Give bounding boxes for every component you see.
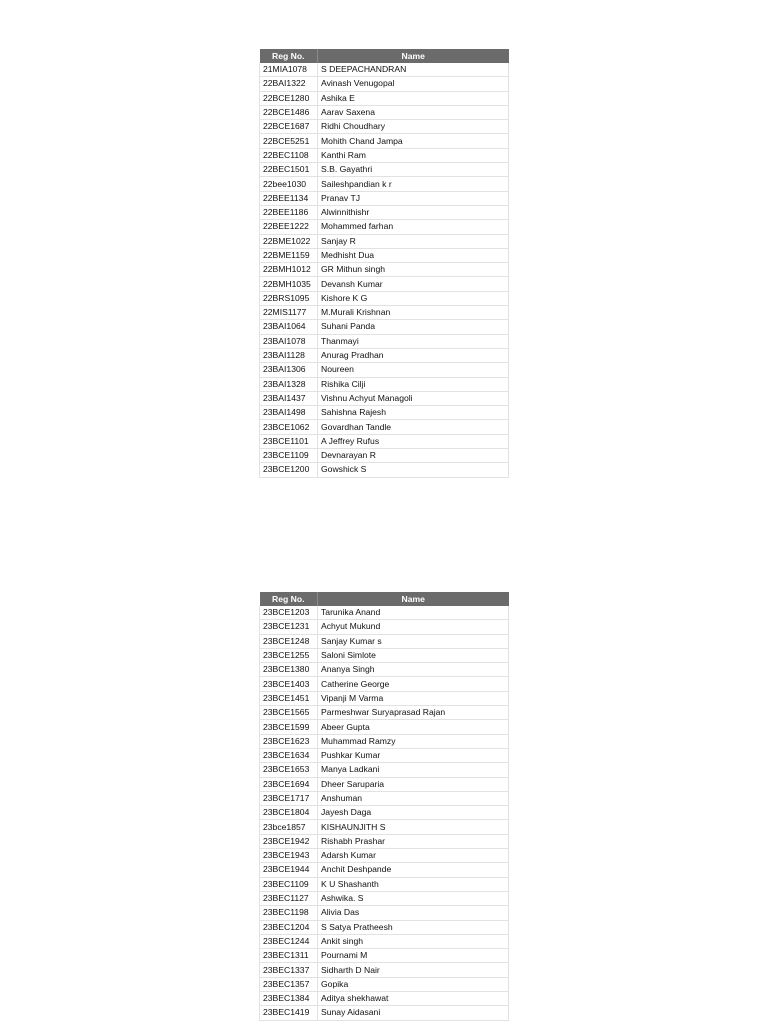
student-table-1 (259, 49, 509, 478)
name-header: Name (318, 592, 509, 606)
reg-no-cell: 22BCE1486 (260, 105, 318, 119)
name-cell: Devansh Kumar (318, 277, 509, 291)
name-cell: Kishore K G (318, 291, 509, 305)
name-header: Name (318, 49, 509, 63)
table-row (260, 677, 509, 691)
table-row (260, 220, 509, 234)
name-cell: Thanmayi (318, 334, 509, 348)
reg-no-cell: 23BAI1064 (260, 320, 318, 334)
name-cell: Medhisht Dua (318, 248, 509, 262)
reg-no-cell: 23BCE1717 (260, 791, 318, 805)
reg-no-cell: 22BCE1687 (260, 120, 318, 134)
name-cell: Sanjay R (318, 234, 509, 248)
reg-no-cell: 23BCE1231 (260, 620, 318, 634)
table-row (260, 863, 509, 877)
reg-no-cell: 23BCE1109 (260, 449, 318, 463)
name-cell: Rishabh Prashar (318, 834, 509, 848)
name-cell: Aditya shekhawat (318, 992, 509, 1006)
table-row (260, 820, 509, 834)
table-row (260, 663, 509, 677)
reg-no-cell: 23BEC1337 (260, 963, 318, 977)
reg-no-cell: 23bce1857 (260, 820, 318, 834)
table-row (260, 348, 509, 362)
reg-no-cell: 23BCE1804 (260, 806, 318, 820)
table-row (260, 463, 509, 477)
reg-no-cell: 22bee1030 (260, 177, 318, 191)
reg-no-cell: 23BCE1653 (260, 763, 318, 777)
table-row (260, 306, 509, 320)
table-row (260, 120, 509, 134)
name-cell: Sanjay Kumar s (318, 634, 509, 648)
name-cell: Dheer Saruparia (318, 777, 509, 791)
reg-no-cell: 22BME1022 (260, 234, 318, 248)
table-row (260, 248, 509, 262)
table-row (260, 234, 509, 248)
name-cell: S DEEPACHANDRAN (318, 63, 509, 77)
name-cell: M.Murali Krishnan (318, 306, 509, 320)
table-row (260, 63, 509, 77)
table-row (260, 963, 509, 977)
name-cell: Sidharth D Nair (318, 963, 509, 977)
table-row (260, 191, 509, 205)
table-row (260, 748, 509, 762)
name-cell: Gowshick S (318, 463, 509, 477)
reg-no-cell: 23BCE1101 (260, 434, 318, 448)
name-cell: Kanthi Ram (318, 148, 509, 162)
table-row (260, 449, 509, 463)
reg-no-cell: 22BMH1035 (260, 277, 318, 291)
table-row (260, 806, 509, 820)
name-cell: Ashika E (318, 91, 509, 105)
name-cell: Aarav Saxena (318, 105, 509, 119)
table-row (260, 791, 509, 805)
reg-no-cell: 23BAI1437 (260, 391, 318, 405)
table-row (260, 434, 509, 448)
reg-no-cell: 22BCE1280 (260, 91, 318, 105)
reg-no-cell: 23BCE1203 (260, 606, 318, 620)
name-cell: Rishika Cilji (318, 377, 509, 391)
name-cell: Parmeshwar Suryaprasad Rajan (318, 706, 509, 720)
table-row (260, 849, 509, 863)
table-row (260, 720, 509, 734)
table-row (260, 763, 509, 777)
name-cell: A Jeffrey Rufus (318, 434, 509, 448)
table-row (260, 977, 509, 991)
reg-no-cell: 23BCE1403 (260, 677, 318, 691)
name-cell: Saileshpandian k r (318, 177, 509, 191)
table-row (260, 834, 509, 848)
name-cell: Achyut Mukund (318, 620, 509, 634)
name-cell: Abeer Gupta (318, 720, 509, 734)
table-row (260, 406, 509, 420)
reg-no-cell: 23BEC1127 (260, 891, 318, 905)
reg-no-cell: 23BCE1942 (260, 834, 318, 848)
reg-no-cell: 23BEC1204 (260, 920, 318, 934)
name-cell: Ashwika. S (318, 891, 509, 905)
table-row (260, 949, 509, 963)
reg-no-cell: 23BCE1599 (260, 720, 318, 734)
reg-no-cell: 21MIA1078 (260, 63, 318, 77)
name-cell: Mohammed farhan (318, 220, 509, 234)
table-row (260, 877, 509, 891)
table-row (260, 363, 509, 377)
reg-no-cell: 23BEC1311 (260, 949, 318, 963)
reg-no-header: Reg No. (260, 49, 318, 63)
name-cell: Pournami M (318, 949, 509, 963)
reg-no-cell: 23BEC1244 (260, 934, 318, 948)
table-row (260, 391, 509, 405)
name-cell: Catherine George (318, 677, 509, 691)
reg-no-cell: 23BCE1565 (260, 706, 318, 720)
name-cell: Saloni Simlote (318, 648, 509, 662)
name-cell: KISHAUNJITH S (318, 820, 509, 834)
reg-no-cell: 23BAI1128 (260, 348, 318, 362)
reg-no-cell: 23BCE1694 (260, 777, 318, 791)
table-row (260, 163, 509, 177)
name-cell: Sunay Aidasani (318, 1006, 509, 1020)
reg-no-cell: 23BAI1078 (260, 334, 318, 348)
reg-no-cell: 22BEC1108 (260, 148, 318, 162)
table-row (260, 134, 509, 148)
name-cell: Sahishna Rajesh (318, 406, 509, 420)
table-row (260, 634, 509, 648)
table-row (260, 205, 509, 219)
reg-no-cell: 23BCE1380 (260, 663, 318, 677)
name-cell: Jayesh Daga (318, 806, 509, 820)
name-cell: Alwinnithishr (318, 205, 509, 219)
name-cell: Vipanji M Varma (318, 691, 509, 705)
reg-no-cell: 23BCE1255 (260, 648, 318, 662)
reg-no-cell: 22BEC1501 (260, 163, 318, 177)
name-cell: Pranav TJ (318, 191, 509, 205)
table-row (260, 620, 509, 634)
name-cell: Vishnu Achyut Managoli (318, 391, 509, 405)
reg-no-cell: 23BCE1062 (260, 420, 318, 434)
reg-no-cell: 22BEE1134 (260, 191, 318, 205)
table-row (260, 706, 509, 720)
table-row (260, 1006, 509, 1020)
name-cell: Devnarayan R (318, 449, 509, 463)
name-cell: Manya Ladkani (318, 763, 509, 777)
table-row (260, 606, 509, 620)
name-cell: Suhani Panda (318, 320, 509, 334)
name-cell: Pushkar Kumar (318, 748, 509, 762)
name-cell: Ridhi Choudhary (318, 120, 509, 134)
table-row (260, 148, 509, 162)
table-row (260, 320, 509, 334)
table-header-row (260, 592, 509, 606)
table-row (260, 934, 509, 948)
table-header-row (260, 49, 509, 63)
reg-no-cell: 23BEC1419 (260, 1006, 318, 1020)
table-row (260, 263, 509, 277)
reg-no-cell: 22BMH1012 (260, 263, 318, 277)
reg-no-cell: 23BAI1498 (260, 406, 318, 420)
reg-no-cell: 23BEC1357 (260, 977, 318, 991)
reg-no-cell: 22BAI1322 (260, 77, 318, 91)
reg-no-cell: 22BEE1186 (260, 205, 318, 219)
reg-no-cell: 22BME1159 (260, 248, 318, 262)
table-row (260, 906, 509, 920)
reg-no-cell: 23BCE1634 (260, 748, 318, 762)
table-row (260, 291, 509, 305)
reg-no-cell: 23BCE1943 (260, 849, 318, 863)
table-row (260, 734, 509, 748)
name-cell: Noureen (318, 363, 509, 377)
table-row (260, 334, 509, 348)
reg-no-cell: 23BEC1198 (260, 906, 318, 920)
reg-no-cell: 23BAI1306 (260, 363, 318, 377)
reg-no-cell: 23BCE1248 (260, 634, 318, 648)
reg-no-cell: 22BRS1095 (260, 291, 318, 305)
table-row (260, 77, 509, 91)
name-cell: GR Mithun singh (318, 263, 509, 277)
table-row (260, 177, 509, 191)
name-cell: Anchit Deshpande (318, 863, 509, 877)
table-row (260, 992, 509, 1006)
reg-no-cell: 23BCE1944 (260, 863, 318, 877)
table-row (260, 777, 509, 791)
reg-no-cell: 23BEC1109 (260, 877, 318, 891)
reg-no-cell: 23BCE1451 (260, 691, 318, 705)
table-row (260, 377, 509, 391)
reg-no-cell: 23BEC1384 (260, 992, 318, 1006)
table-row (260, 105, 509, 119)
table-row (260, 277, 509, 291)
table-row (260, 420, 509, 434)
name-cell: Govardhan Tandle (318, 420, 509, 434)
name-cell: S.B. Gayathri (318, 163, 509, 177)
student-table-2 (259, 592, 509, 1021)
reg-no-cell: 22BCE5251 (260, 134, 318, 148)
reg-no-cell: 23BAI1328 (260, 377, 318, 391)
table-row (260, 920, 509, 934)
name-cell: S Satya Pratheesh (318, 920, 509, 934)
table-row (260, 91, 509, 105)
name-cell: Ananya Singh (318, 663, 509, 677)
reg-no-cell: 23BCE1200 (260, 463, 318, 477)
reg-no-cell: 23BCE1623 (260, 734, 318, 748)
name-cell: Avinash Venugopal (318, 77, 509, 91)
name-cell: K U Shashanth (318, 877, 509, 891)
reg-no-header: Reg No. (260, 592, 318, 606)
name-cell: Anurag Pradhan (318, 348, 509, 362)
reg-no-cell: 22BEE1222 (260, 220, 318, 234)
reg-no-cell: 22MIS1177 (260, 306, 318, 320)
name-cell: Anshuman (318, 791, 509, 805)
name-cell: Mohith Chand Jampa (318, 134, 509, 148)
name-cell: Gopika (318, 977, 509, 991)
table-row (260, 891, 509, 905)
table-row (260, 648, 509, 662)
name-cell: Muhammad Ramzy (318, 734, 509, 748)
name-cell: Alivia Das (318, 906, 509, 920)
table-row (260, 691, 509, 705)
name-cell: Tarunika Anand (318, 606, 509, 620)
name-cell: Ankit singh (318, 934, 509, 948)
name-cell: Adarsh Kumar (318, 849, 509, 863)
